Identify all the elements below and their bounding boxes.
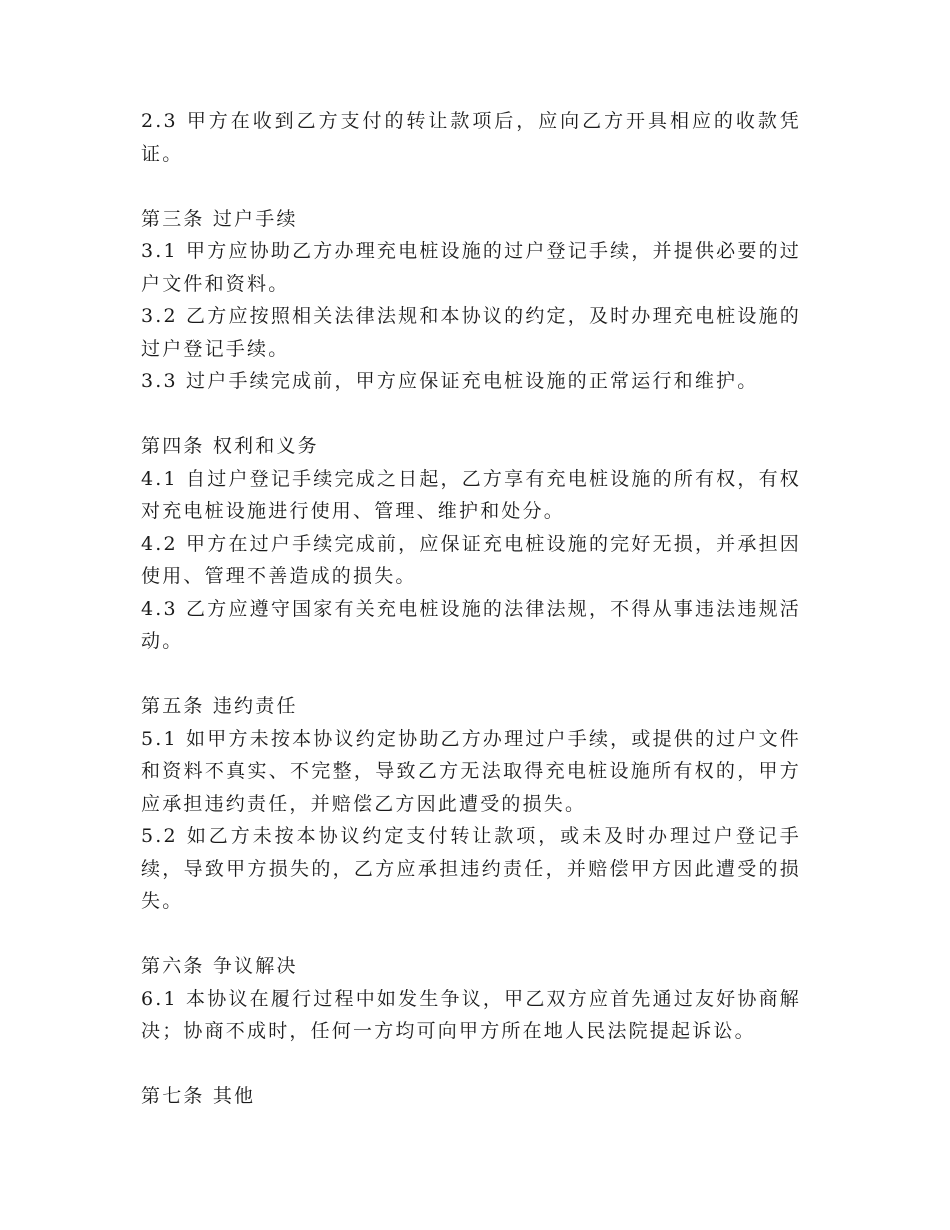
clause-2-3: 2.3 甲方在收到乙方支付的转让款项后，应向乙方开具相应的收款凭证。 bbox=[141, 110, 801, 165]
clause-4-1: 4.1 自过户登记手续完成之日起，乙方享有充电桩设施的所有权，有权对充电桩设施进行使用、管理、维护和处分。 bbox=[141, 467, 801, 522]
article-4-heading: 第四条 权利和义务 bbox=[141, 435, 319, 457]
clause-4-3: 4.3 乙方应遵守国家有关充电桩设施的法律法规，不得从事违法违规活动。 bbox=[141, 597, 801, 652]
clause-5-1: 5.1 如甲方未按本协议约定协助乙方办理过户手续，或提供的过户文件和资料不真实、不完整，导致乙方无法取得充电桩设施所有权的，甲方应承担违约责任，并赔偿乙方因此遭受的损失。 bbox=[141, 727, 801, 815]
clause-3-3: 3.3 过户手续完成前，甲方应保证充电桩设施的正常运行和维护。 bbox=[141, 370, 759, 392]
clause-3-2: 3.2 乙方应按照相关法律法规和本协议的约定，及时办理充电桩设施的过户登记手续。 bbox=[141, 305, 801, 360]
clause-5-2: 5.2 如乙方未按本协议约定支付转让款项，或未及时办理过户登记手续，导致甲方损失的，乙方应承担违约责任，并赔偿甲方因此遭受的损失。 bbox=[141, 825, 801, 912]
article-3-heading: 第三条 过户手续 bbox=[141, 207, 298, 230]
clause-6-1: 6.1 本协议在履行过程中如发生争议，甲乙双方应首先通过友好协商解决；协商不成时，任何一方均可向甲方所在地人民法院提起诉讼。 bbox=[141, 987, 801, 1042]
section-spacer bbox=[141, 170, 801, 203]
clause-4-2: 4.2 甲方在过户手续完成前，应保证充电桩设施的完好无损，并承担因使用、管理不善造成的损失。 bbox=[141, 532, 801, 587]
article-6-heading: 第六条 争议解决 bbox=[141, 955, 298, 977]
section-spacer bbox=[141, 398, 801, 431]
clause-3-1: 3.1 甲方应协助乙方办理充电桩设施的过户登记手续，并提供必要的过户文件和资料。 bbox=[141, 240, 801, 295]
document-body bbox=[141, 105, 801, 1113]
article-5-heading: 第五条 违约责任 bbox=[141, 695, 298, 717]
article-7-heading: 第七条 其他 bbox=[141, 1085, 256, 1107]
section-spacer bbox=[141, 1048, 801, 1081]
section-spacer bbox=[141, 658, 801, 691]
section-spacer bbox=[141, 918, 801, 951]
